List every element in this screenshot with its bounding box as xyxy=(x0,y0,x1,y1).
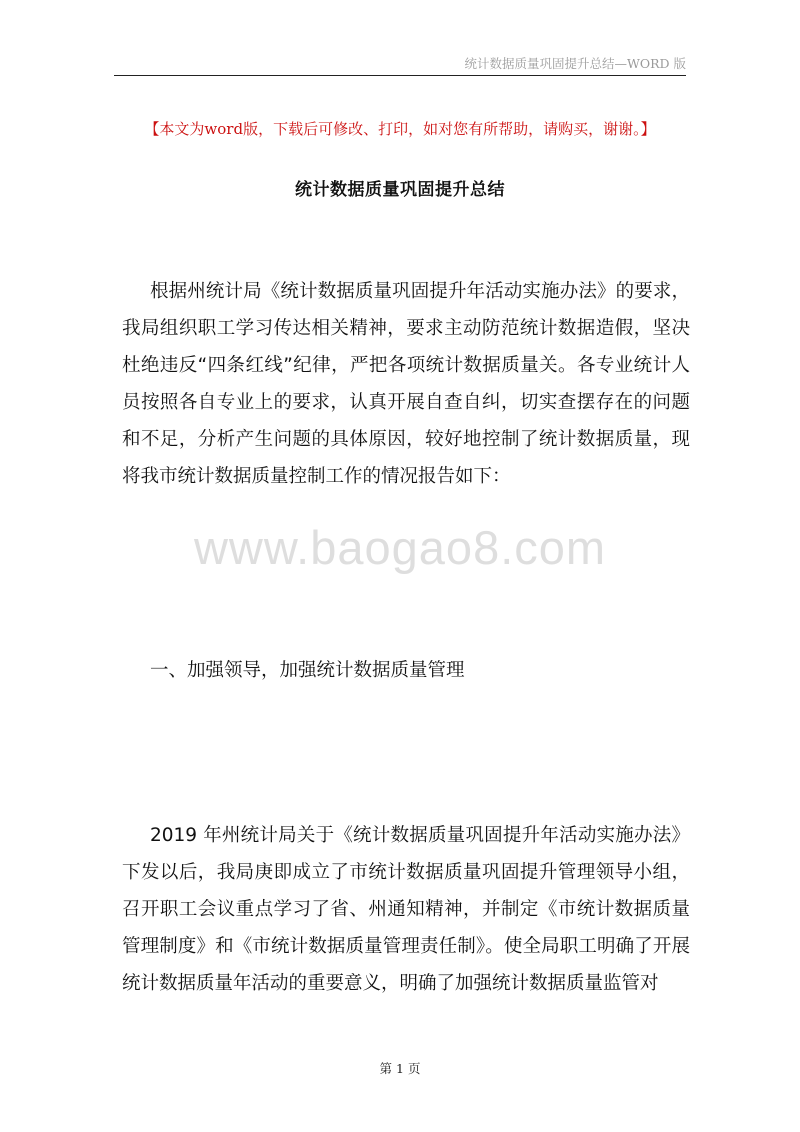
page-number: 第 1 页 xyxy=(379,1061,421,1076)
watermark-text: www.baogao8.com xyxy=(193,521,607,574)
document-title: 统计数据质量巩固提升总结 xyxy=(295,180,505,200)
header-divider xyxy=(114,75,686,76)
header-title: 统计数据质量巩固提升总结—WORD 版 xyxy=(464,56,686,71)
body-paragraph-1: 根据州统计局《统计数据质量巩固提升年活动实施办法》的要求，我局组织职工学习传达相关精神，要求主动防范统计数据造假，坚决杜绝违反“四条红线”纪律，严把各项统计数据质量关。各专业统计人员按照各自专业上的要求，认真开展自查自纠，切实查摆存在的问题和不足，分析产生问题的具体原因，较好地控制了统计数据质量，现将我市统计数据质量控制工作的情况报告如下： xyxy=(122,281,690,487)
section-heading-1: 一、加强领导，加强统计数据质量管理 xyxy=(150,660,465,681)
purchase-notice: 【本文为word版，下载后可修改、打印，如对您有所帮助，请购买，谢谢。】 xyxy=(144,120,656,138)
body-paragraph-2: 2019 年州统计局关于《统计数据质量巩固提升年活动实施办法》下发以后，我局庚即成立了市统计数据质量巩固提升管理领导小组，召开职工会议重点学习了省、州通知精神，并制定《市统计数据质量管理制度》和《市统计数据质量管理责任制》。使全局职工明确了开展统计数据质量年活动的重要意义，明确了加强统计数据质量监管对 xyxy=(122,825,690,994)
